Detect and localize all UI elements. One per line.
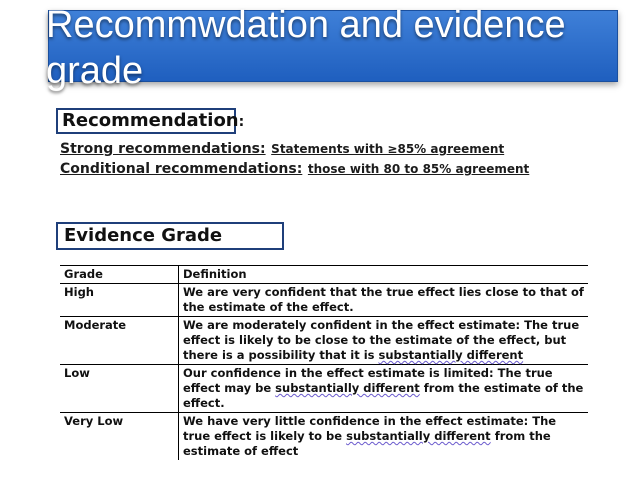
definition-flagged-text: substantially different — [275, 381, 420, 395]
definition-text: We are moderately confident in the effect estimate: The true effect is likely to be close to the estimate of the effect, but there is a possibility that it is — [183, 318, 580, 362]
definition-cell — [179, 413, 589, 461]
recommendation-heading-colon: : — [238, 114, 245, 130]
definition-text: We are very confident that the true effect lies close to that of the estimate of the effect. — [183, 285, 584, 314]
evidence-grade-table — [60, 265, 588, 460]
definition-cell — [179, 365, 589, 413]
header-definition: Definition — [179, 266, 589, 284]
slide-title: Recommwdation and evidence grade — [46, 4, 566, 92]
table-header-row — [60, 266, 588, 284]
definition-cell — [179, 284, 589, 317]
definition-text: Our confidence in the effect estimate is limited: The true effect may be — [183, 366, 553, 395]
header-grade: Grade — [60, 266, 179, 284]
evidence-grade-heading: Evidence Grade — [56, 222, 284, 250]
definition-cell — [179, 317, 589, 365]
table-row — [60, 284, 588, 317]
strong-recommendation-label: Strong recommendations: — [60, 141, 266, 157]
grade-cell: Very Low — [60, 413, 179, 461]
conditional-recommendation-line — [60, 158, 529, 177]
grade-cell: High — [60, 284, 179, 317]
grade-cell: Moderate — [60, 317, 179, 365]
definition-text: from the estimate of effect — [183, 429, 551, 458]
grade-cell: Low — [60, 365, 179, 413]
table-row — [60, 365, 588, 413]
conditional-recommendation-label: Conditional recommendations: — [60, 161, 303, 177]
recommendation-heading: Recommendation — [62, 110, 239, 131]
table-row — [60, 413, 588, 461]
definition-flagged-text: substantially different — [346, 429, 491, 443]
definition-flagged-text: substantially different — [378, 348, 524, 362]
recommendation-heading-box — [56, 108, 245, 134]
definition-text: We have very little confidence in the effect estimate: The true effect is likely to be — [183, 414, 557, 443]
conditional-recommendation-desc: those with 80 to 85% agreement — [307, 162, 530, 176]
strong-recommendation-line — [60, 138, 504, 157]
table-row — [60, 317, 588, 365]
definition-text: from the estimate of the effect. — [183, 381, 584, 410]
strong-recommendation-desc: Statements with ≥85% agreement — [271, 142, 505, 156]
